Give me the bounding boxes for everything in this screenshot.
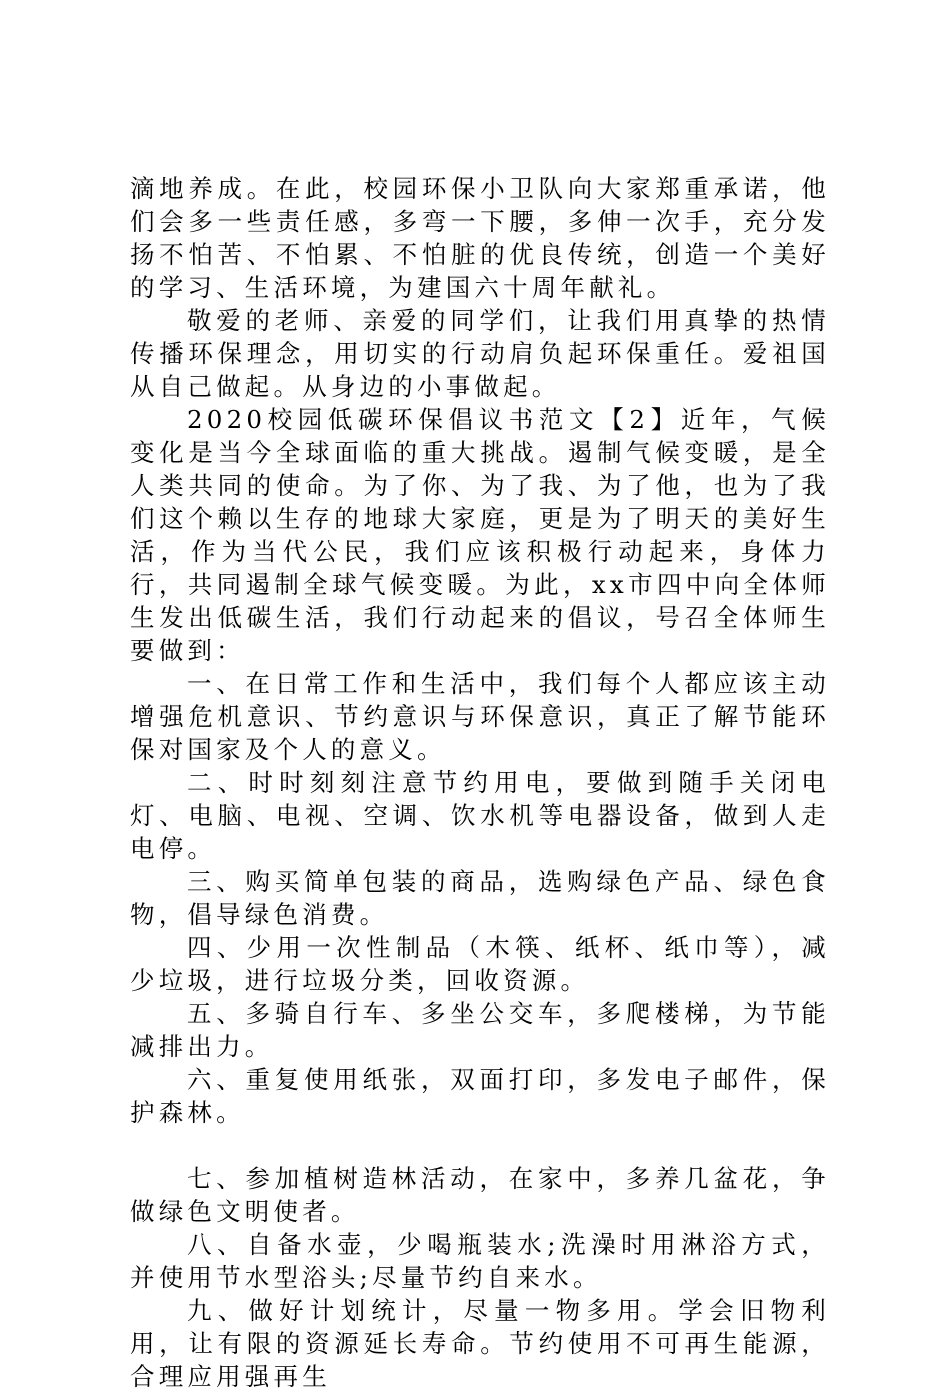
list-item-6: 六、重复使用纸张，双面打印，多发电子邮件，保护森林。 [130,1065,830,1127]
blank-line [130,1129,830,1162]
list-item-4: 四、少用一次性制品（木筷、纸杯、纸巾等），减少垃圾，进行垃圾分类，回收资源。 [130,933,830,995]
list-item-7: 七、参加植树造林活动，在家中，多养几盆花，争做绿色文明使者。 [130,1164,830,1226]
paragraph-appeal: 敬爱的老师、亲爱的同学们，让我们用真挚的热情传播环保理念，用切实的行动肩负起环保重任。爱祖国从自己做起。从身边的小事做起。 [130,306,830,401]
document-body [130,172,830,1393]
paragraph-proposal-intro: 2020校园低碳环保倡议书范文【2】近年，气候变化是当今全球面临的重大挑战。遏制气候变暖，是全人类共同的使命。为了你、为了我、为了他，也为了我们这个赖以生存的地球大家庭，更是为了明天的美好生活，作为当代公民，我们应该积极行动起来，身体力行，共同遏制全球气候变暖。为此，xx市四中向全体师生发出低碳生活，我们行动起来的倡议，号召全体师生要做到： [130,405,830,665]
list-item-8: 八、自备水壶，少喝瓶装水;洗澡时用淋浴方式，并使用节水型浴头;尽量节约自来水。 [130,1230,830,1292]
list-item-9: 九、做好计划统计，尽量一物多用。学会旧物利用，让有限的资源延长寿命。节约使用不可再生能源，合理应用强再生 [130,1296,830,1391]
paragraph-continuation: 滴地养成。在此，校园环保小卫队向大家郑重承诺，他们会多一些责任感，多弯一下腰，多伸一次手，充分发扬不怕苦、不怕累、不怕脏的优良传统，创造一个美好的学习、生活环境，为建国六十周年献礼。 [130,174,830,302]
list-item-2: 二、时时刻刻注意节约用电，要做到随手关闭电灯、电脑、电视、空调、饮水机等电器设备，做到人走电停。 [130,768,830,863]
list-item-1: 一、在日常工作和生活中，我们每个人都应该主动增强危机意识、节约意识与环保意识，真正了解节能环保对国家及个人的意义。 [130,669,830,764]
list-item-5: 五、多骑自行车、多坐公交车，多爬楼梯，为节能减排出力。 [130,999,830,1061]
list-item-3: 三、购买简单包装的商品，选购绿色产品、绿色食物，倡导绿色消费。 [130,867,830,929]
